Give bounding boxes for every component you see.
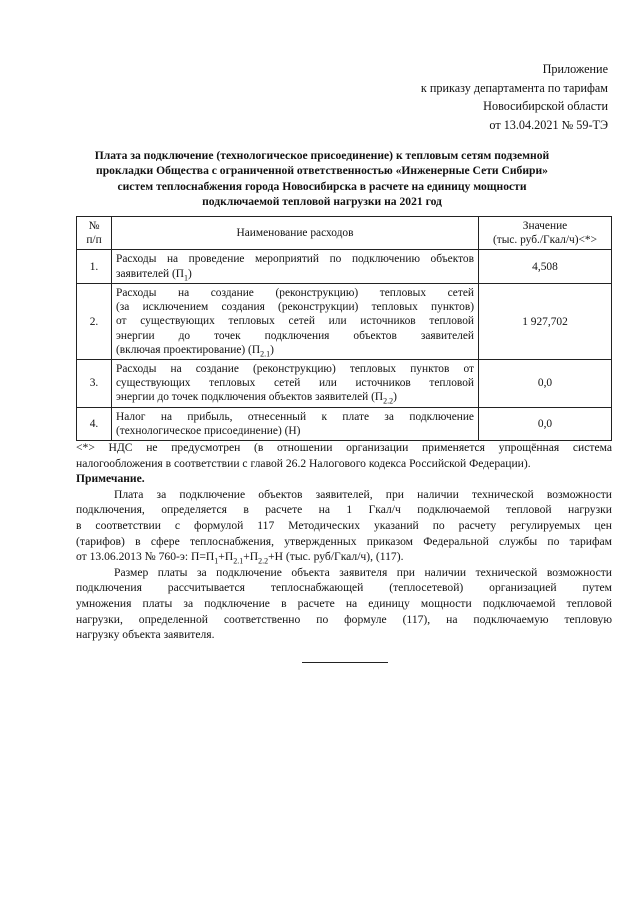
row-name-line: заявителей $(П_1)$ [116,267,192,282]
row-num: 4. [77,407,112,440]
title-line: систем теплоснабжения города Новосибирска в расчете на единицу мощности [117,179,527,193]
header-value-line1: Значение [522,220,568,232]
header-value [479,217,612,250]
appendix-line: от 13.04.2021 № 59-ТЭ [489,117,608,132]
row-name-line: Расходы на создание (реконструкцию) тепловых пунктов от [116,363,474,376]
document-title [72,148,572,210]
row-num: 2. [77,284,112,360]
row-num: 1. [77,250,112,284]
header-value-line2: (тыс. руб./Гкал/ч)<*> [492,234,598,246]
row-name-line: от существующих тепловых сетей или источников тепловой [116,315,474,328]
header-num [77,217,112,250]
note-heading: Примечание. [76,472,145,486]
title-line: подключаемой тепловой нагрузки на 2021 год [202,195,442,209]
note-paragraph-line: умножения платы за подключение в расчете на единицу мощности подключаемой тепловой [76,596,612,610]
table-row [77,407,612,440]
note-paragraph-line: Размер платы за подключение объекта заявителя при наличии технической возможности [114,565,612,579]
row-name-line: Налог на прибыль, отнесенный к плате за подключение [116,410,474,423]
appendix-line: Приложение [542,62,608,76]
table-header-row [77,217,612,250]
note-paragraph-line: Плата за подключение объектов заявителей, при наличии технической возможности [114,487,612,501]
note-paragraph-line: в соответствии с формулой 117 Методических указаний по расчету регулируемых цен [76,518,612,532]
row-value: 4,508 [479,250,612,284]
row-name-line: Расходы на проведение мероприятий по подключению объектов [116,253,474,266]
row-name [112,407,479,440]
table-row [77,250,612,284]
row-name [112,360,479,408]
row-num: 3. [77,360,112,408]
row-name-line: Расходы на создание (реконструкцию) тепловых сетей [116,287,474,299]
appendix-line: Новосибирской области [483,99,608,114]
row-name [112,250,479,284]
appendix-header [421,60,608,134]
row-name-line: (включая проектирование) $(П_{2.1})$ [116,343,274,359]
closing-rule [302,662,388,663]
note-paragraph-line: (тарифов) в сфере теплоснабжения, утвержденных приказом Федеральной службы по тарифам [76,534,612,548]
costs-table [76,216,612,441]
row-name-line: (за исключением создания (реконструкции) тепловых пунктов) [116,301,474,314]
table-row [77,360,612,408]
footnote-line: <*> НДС не предусмотрен (в отношении организации применяется упрощённая система [76,441,612,454]
table-row [77,284,612,360]
footnote-line: налогообложения в соответствии с главой 26.2 Налогового кодекса Российской Федерации). [76,456,531,470]
appendix-line: к приказу департамента по тарифам [420,80,608,95]
row-value: 0,0 [479,360,612,408]
header-name: Наименование расходов [112,217,479,250]
title-line: Плата за подключение (технологическое присоединение) к тепловым сетям подземной [94,149,550,162]
row-name-line: энергии до точек подключения объектов заявителей $(П_{2.2})$ [116,391,397,406]
title-line: прокладки Общества с ограниченной ответственностью «Инженерные Сети Сибири» [96,164,548,178]
note-paragraph-line: подключения рассчитывается теплоснабжающей (теплосетевой) организацией путем [76,581,612,595]
note-paragraph-line: нагрузки, определенной соответственно по формуле (117), на подключаемую тепловую [76,612,612,626]
row-name-line: энергии до точек подключения объектов заявителей [116,329,474,342]
row-value: 1 927,702 [479,284,612,360]
row-name-line: (технологическое присоединение) (Н) [116,424,301,437]
row-value: 0,0 [479,407,612,440]
row-name-line: существующих тепловых сетей или источников тепловой [116,377,474,390]
note-paragraph-line: нагрузку объекта заявителя. [76,628,215,642]
row-name [112,284,479,360]
header-num-line1: № [88,220,100,232]
notes-section [76,440,612,643]
note-paragraph-line: подключения, определяется в расчете на 1 Гкал/ч подключаемой тепловой нагрузки [76,503,612,517]
formula-line: от 13.06.2013 № 760-э: $П=П_1+П_{2.1}+П_{2.2}+Н$ (тыс. руб/Гкал/ч), (117). [76,550,404,566]
header-num-line2: п/п [86,234,102,246]
